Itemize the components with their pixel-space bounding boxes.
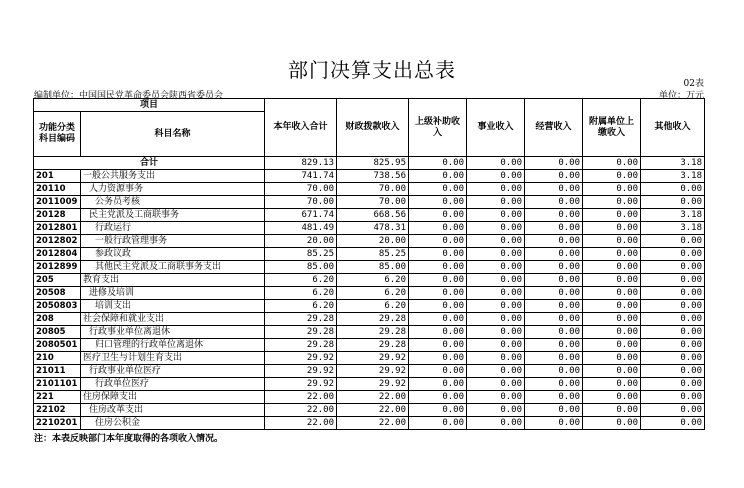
amount-cell: 0.00 bbox=[409, 183, 467, 196]
amount-cell: 20.00 bbox=[337, 235, 409, 248]
amount-cell: 0.00 bbox=[409, 222, 467, 235]
table-row bbox=[34, 248, 705, 261]
amount-cell: 0.00 bbox=[641, 352, 705, 365]
amount-cell: 3.18 bbox=[641, 170, 705, 183]
amount-cell: 0.00 bbox=[409, 248, 467, 261]
table-row bbox=[34, 261, 705, 274]
amount-cell: 481.49 bbox=[265, 222, 337, 235]
unit-label: 单位：万元 bbox=[658, 91, 704, 101]
amount-cell: 0.00 bbox=[525, 196, 583, 209]
amount-cell: 70.00 bbox=[337, 183, 409, 196]
amount-cell: 0.00 bbox=[641, 404, 705, 417]
subject-code: 2012801 bbox=[34, 222, 81, 235]
amount-cell: 0.00 bbox=[641, 274, 705, 287]
table-row bbox=[34, 183, 705, 196]
subject-code: 2080501 bbox=[34, 339, 81, 352]
amount-cell: 0.00 bbox=[583, 417, 641, 430]
amount-cell: 70.00 bbox=[337, 196, 409, 209]
amount-cell: 3.18 bbox=[641, 209, 705, 222]
amount-cell: 0.00 bbox=[467, 235, 525, 248]
table-row bbox=[34, 222, 705, 235]
total-cell: 0.00 bbox=[467, 157, 525, 170]
amount-cell: 0.00 bbox=[641, 378, 705, 391]
organization-label: 编制单位：中国国民党革命委员会陕西省委员会 bbox=[34, 91, 224, 101]
amount-cell: 0.00 bbox=[583, 170, 641, 183]
amount-cell: 29.28 bbox=[337, 339, 409, 352]
footnote: 注：本表反映部门本年度取得的各项收入情况。 bbox=[34, 434, 224, 444]
subject-name: 社会保障和就业支出 bbox=[81, 313, 265, 326]
amount-cell: 29.92 bbox=[265, 352, 337, 365]
subject-name: 归口管理的行政单位离退休 bbox=[81, 339, 265, 352]
amount-cell: 0.00 bbox=[409, 339, 467, 352]
subject-name: 一般行政管理事务 bbox=[81, 235, 265, 248]
amount-cell: 0.00 bbox=[467, 300, 525, 313]
amount-cell: 738.56 bbox=[337, 170, 409, 183]
amount-cell: 0.00 bbox=[525, 222, 583, 235]
subject-code: 2011009 bbox=[34, 196, 81, 209]
total-cell: 0.00 bbox=[583, 157, 641, 170]
subject-code: 205 bbox=[34, 274, 81, 287]
subject-name: 教育支出 bbox=[81, 274, 265, 287]
amount-cell: 0.00 bbox=[467, 352, 525, 365]
amount-cell: 0.00 bbox=[583, 287, 641, 300]
subject-name: 民主党派及工商联事务 bbox=[81, 209, 265, 222]
amount-cell: 70.00 bbox=[265, 196, 337, 209]
amount-cell: 0.00 bbox=[467, 170, 525, 183]
table-row bbox=[34, 417, 705, 430]
amount-cell: 85.00 bbox=[265, 261, 337, 274]
table-row bbox=[34, 170, 705, 183]
amount-cell: 0.00 bbox=[409, 196, 467, 209]
amount-cell: 0.00 bbox=[409, 209, 467, 222]
amount-cell: 85.25 bbox=[265, 248, 337, 261]
subject-name: 住房改革支出 bbox=[81, 404, 265, 417]
amount-cell: 0.00 bbox=[641, 196, 705, 209]
amount-cell: 0.00 bbox=[409, 352, 467, 365]
table-row bbox=[34, 378, 705, 391]
subject-name: 行政单位医疗 bbox=[81, 378, 265, 391]
amount-cell: 0.00 bbox=[583, 209, 641, 222]
header-col-superior: 上级补助收入 bbox=[409, 99, 467, 157]
amount-cell: 6.20 bbox=[337, 274, 409, 287]
amount-cell: 22.00 bbox=[265, 391, 337, 404]
amount-cell: 0.00 bbox=[525, 209, 583, 222]
table-row bbox=[34, 196, 705, 209]
amount-cell: 0.00 bbox=[467, 183, 525, 196]
amount-cell: 0.00 bbox=[525, 313, 583, 326]
subject-code: 210 bbox=[34, 352, 81, 365]
amount-cell: 0.00 bbox=[409, 287, 467, 300]
amount-cell: 0.00 bbox=[583, 313, 641, 326]
amount-cell: 0.00 bbox=[467, 365, 525, 378]
amount-cell: 0.00 bbox=[525, 170, 583, 183]
amount-cell: 0.00 bbox=[467, 326, 525, 339]
subject-name: 培训支出 bbox=[81, 300, 265, 313]
amount-cell: 0.00 bbox=[583, 300, 641, 313]
amount-cell: 0.00 bbox=[525, 339, 583, 352]
subject-code: 20110 bbox=[34, 183, 81, 196]
amount-cell: 0.00 bbox=[583, 196, 641, 209]
amount-cell: 0.00 bbox=[409, 391, 467, 404]
amount-cell: 0.00 bbox=[467, 261, 525, 274]
amount-cell: 0.00 bbox=[467, 222, 525, 235]
amount-cell: 6.20 bbox=[265, 300, 337, 313]
header-col-fiscal: 财政拨款收入 bbox=[337, 99, 409, 157]
amount-cell: 0.00 bbox=[641, 365, 705, 378]
amount-cell: 29.28 bbox=[265, 326, 337, 339]
total-cell: 829.13 bbox=[265, 157, 337, 170]
header-col-total: 本年收入合计 bbox=[265, 99, 337, 157]
subject-name: 其他民主党派及工商联事务支出 bbox=[81, 261, 265, 274]
subject-code: 2210201 bbox=[34, 417, 81, 430]
amount-cell: 0.00 bbox=[467, 378, 525, 391]
subject-code: 2050803 bbox=[34, 300, 81, 313]
amount-cell: 29.92 bbox=[337, 352, 409, 365]
total-cell: 0.00 bbox=[525, 157, 583, 170]
amount-cell: 668.56 bbox=[337, 209, 409, 222]
table-row bbox=[34, 300, 705, 313]
amount-cell: 22.00 bbox=[337, 391, 409, 404]
amount-cell: 6.20 bbox=[265, 287, 337, 300]
amount-cell: 0.00 bbox=[525, 417, 583, 430]
amount-cell: 22.00 bbox=[265, 404, 337, 417]
subject-code: 20508 bbox=[34, 287, 81, 300]
amount-cell: 671.74 bbox=[265, 209, 337, 222]
amount-cell: 29.92 bbox=[265, 378, 337, 391]
amount-cell: 0.00 bbox=[409, 170, 467, 183]
amount-cell: 0.00 bbox=[583, 365, 641, 378]
amount-cell: 0.00 bbox=[409, 274, 467, 287]
amount-cell: 29.92 bbox=[265, 365, 337, 378]
amount-cell: 0.00 bbox=[467, 209, 525, 222]
amount-cell: 0.00 bbox=[467, 417, 525, 430]
amount-cell: 0.00 bbox=[409, 313, 467, 326]
amount-cell: 6.20 bbox=[337, 300, 409, 313]
amount-cell: 0.00 bbox=[583, 391, 641, 404]
subject-code: 221 bbox=[34, 391, 81, 404]
table-row bbox=[34, 287, 705, 300]
page-title: 部门决算支出总表 bbox=[288, 58, 456, 82]
amount-cell: 0.00 bbox=[525, 326, 583, 339]
amount-cell: 22.00 bbox=[337, 404, 409, 417]
amount-cell: 0.00 bbox=[467, 287, 525, 300]
subject-name: 住房保障支出 bbox=[81, 391, 265, 404]
amount-cell: 0.00 bbox=[583, 261, 641, 274]
amount-cell: 0.00 bbox=[409, 300, 467, 313]
amount-cell: 6.20 bbox=[337, 287, 409, 300]
amount-cell: 0.00 bbox=[641, 183, 705, 196]
subject-name: 一般公共服务支出 bbox=[81, 170, 265, 183]
amount-cell: 0.00 bbox=[525, 378, 583, 391]
amount-cell: 0.00 bbox=[641, 287, 705, 300]
subject-name: 医疗卫生与计划生育支出 bbox=[81, 352, 265, 365]
header-code: 功能分类科目编码 bbox=[34, 112, 81, 157]
amount-cell: 0.00 bbox=[641, 235, 705, 248]
amount-cell: 0.00 bbox=[467, 391, 525, 404]
amount-cell: 0.00 bbox=[583, 235, 641, 248]
amount-cell: 29.92 bbox=[337, 365, 409, 378]
form-number: 02表 bbox=[683, 79, 704, 89]
amount-cell: 0.00 bbox=[525, 404, 583, 417]
amount-cell: 29.28 bbox=[265, 313, 337, 326]
amount-cell: 0.00 bbox=[583, 274, 641, 287]
subject-name: 进修及培训 bbox=[81, 287, 265, 300]
amount-cell: 0.00 bbox=[641, 313, 705, 326]
amount-cell: 29.92 bbox=[337, 378, 409, 391]
amount-cell: 0.00 bbox=[525, 300, 583, 313]
amount-cell: 0.00 bbox=[409, 261, 467, 274]
amount-cell: 0.00 bbox=[583, 404, 641, 417]
table-row bbox=[34, 209, 705, 222]
amount-cell: 478.31 bbox=[337, 222, 409, 235]
amount-cell: 741.74 bbox=[265, 170, 337, 183]
total-cell: 0.00 bbox=[409, 157, 467, 170]
amount-cell: 0.00 bbox=[525, 235, 583, 248]
total-cell: 3.18 bbox=[641, 157, 705, 170]
subject-name: 公务员考核 bbox=[81, 196, 265, 209]
amount-cell: 0.00 bbox=[467, 248, 525, 261]
subject-code: 208 bbox=[34, 313, 81, 326]
amount-cell: 20.00 bbox=[265, 235, 337, 248]
amount-cell: 22.00 bbox=[337, 417, 409, 430]
amount-cell: 0.00 bbox=[409, 417, 467, 430]
subject-code: 20128 bbox=[34, 209, 81, 222]
table-row bbox=[34, 274, 705, 287]
amount-cell: 0.00 bbox=[409, 326, 467, 339]
table-row bbox=[34, 404, 705, 417]
table-body bbox=[34, 157, 705, 430]
amount-cell: 85.00 bbox=[337, 261, 409, 274]
subject-code: 2101101 bbox=[34, 378, 81, 391]
amount-cell: 85.25 bbox=[337, 248, 409, 261]
amount-cell: 0.00 bbox=[583, 183, 641, 196]
amount-cell: 0.00 bbox=[525, 248, 583, 261]
amount-cell: 0.00 bbox=[641, 261, 705, 274]
subject-name: 行政运行 bbox=[81, 222, 265, 235]
amount-cell: 0.00 bbox=[467, 196, 525, 209]
header-name: 科目名称 bbox=[81, 112, 265, 157]
subject-code: 2012802 bbox=[34, 235, 81, 248]
subject-code: 22102 bbox=[34, 404, 81, 417]
amount-cell: 0.00 bbox=[641, 300, 705, 313]
amount-cell: 0.00 bbox=[641, 339, 705, 352]
total-label: 合计 bbox=[34, 157, 265, 170]
subject-code: 21011 bbox=[34, 365, 81, 378]
header-col-business: 事业收入 bbox=[467, 99, 525, 157]
amount-cell: 0.00 bbox=[583, 339, 641, 352]
amount-cell: 29.28 bbox=[337, 326, 409, 339]
expenditure-table bbox=[33, 98, 705, 430]
amount-cell: 0.00 bbox=[583, 326, 641, 339]
amount-cell: 0.00 bbox=[583, 378, 641, 391]
table-row bbox=[34, 235, 705, 248]
amount-cell: 0.00 bbox=[467, 274, 525, 287]
header-item: 项目 bbox=[34, 99, 265, 112]
amount-cell: 0.00 bbox=[409, 404, 467, 417]
amount-cell: 0.00 bbox=[467, 313, 525, 326]
amount-cell: 3.18 bbox=[641, 222, 705, 235]
amount-cell: 0.00 bbox=[583, 222, 641, 235]
amount-cell: 0.00 bbox=[525, 183, 583, 196]
table-row bbox=[34, 313, 705, 326]
header-col-affiliated: 附属单位上缴收入 bbox=[583, 99, 641, 157]
amount-cell: 0.00 bbox=[525, 352, 583, 365]
header-col-other: 其他收入 bbox=[641, 99, 705, 157]
amount-cell: 0.00 bbox=[467, 404, 525, 417]
amount-cell: 0.00 bbox=[583, 352, 641, 365]
amount-cell: 29.28 bbox=[337, 313, 409, 326]
table-row bbox=[34, 391, 705, 404]
amount-cell: 0.00 bbox=[641, 248, 705, 261]
amount-cell: 0.00 bbox=[467, 339, 525, 352]
amount-cell: 0.00 bbox=[641, 391, 705, 404]
header-col-operating: 经营收入 bbox=[525, 99, 583, 157]
amount-cell: 0.00 bbox=[409, 378, 467, 391]
amount-cell: 0.00 bbox=[525, 274, 583, 287]
table-row bbox=[34, 352, 705, 365]
amount-cell: 70.00 bbox=[265, 183, 337, 196]
amount-cell: 22.00 bbox=[265, 417, 337, 430]
subject-name: 人力资源事务 bbox=[81, 183, 265, 196]
amount-cell: 29.28 bbox=[265, 339, 337, 352]
subject-name: 行政事业单位医疗 bbox=[81, 365, 265, 378]
subject-code: 2012899 bbox=[34, 261, 81, 274]
amount-cell: 0.00 bbox=[525, 287, 583, 300]
amount-cell: 0.00 bbox=[525, 261, 583, 274]
subject-code: 201 bbox=[34, 170, 81, 183]
table-row bbox=[34, 339, 705, 352]
table-row bbox=[34, 365, 705, 378]
subject-name: 住房公积金 bbox=[81, 417, 265, 430]
amount-cell: 0.00 bbox=[409, 235, 467, 248]
subject-name: 参政议政 bbox=[81, 248, 265, 261]
amount-cell: 6.20 bbox=[265, 274, 337, 287]
subject-code: 2012804 bbox=[34, 248, 81, 261]
subject-name: 行政事业单位离退休 bbox=[81, 326, 265, 339]
amount-cell: 0.00 bbox=[583, 248, 641, 261]
table-row bbox=[34, 326, 705, 339]
amount-cell: 0.00 bbox=[409, 365, 467, 378]
subject-code: 20805 bbox=[34, 326, 81, 339]
amount-cell: 0.00 bbox=[641, 417, 705, 430]
amount-cell: 0.00 bbox=[525, 391, 583, 404]
total-cell: 825.95 bbox=[337, 157, 409, 170]
amount-cell: 0.00 bbox=[641, 326, 705, 339]
amount-cell: 0.00 bbox=[525, 365, 583, 378]
total-row bbox=[34, 157, 705, 170]
